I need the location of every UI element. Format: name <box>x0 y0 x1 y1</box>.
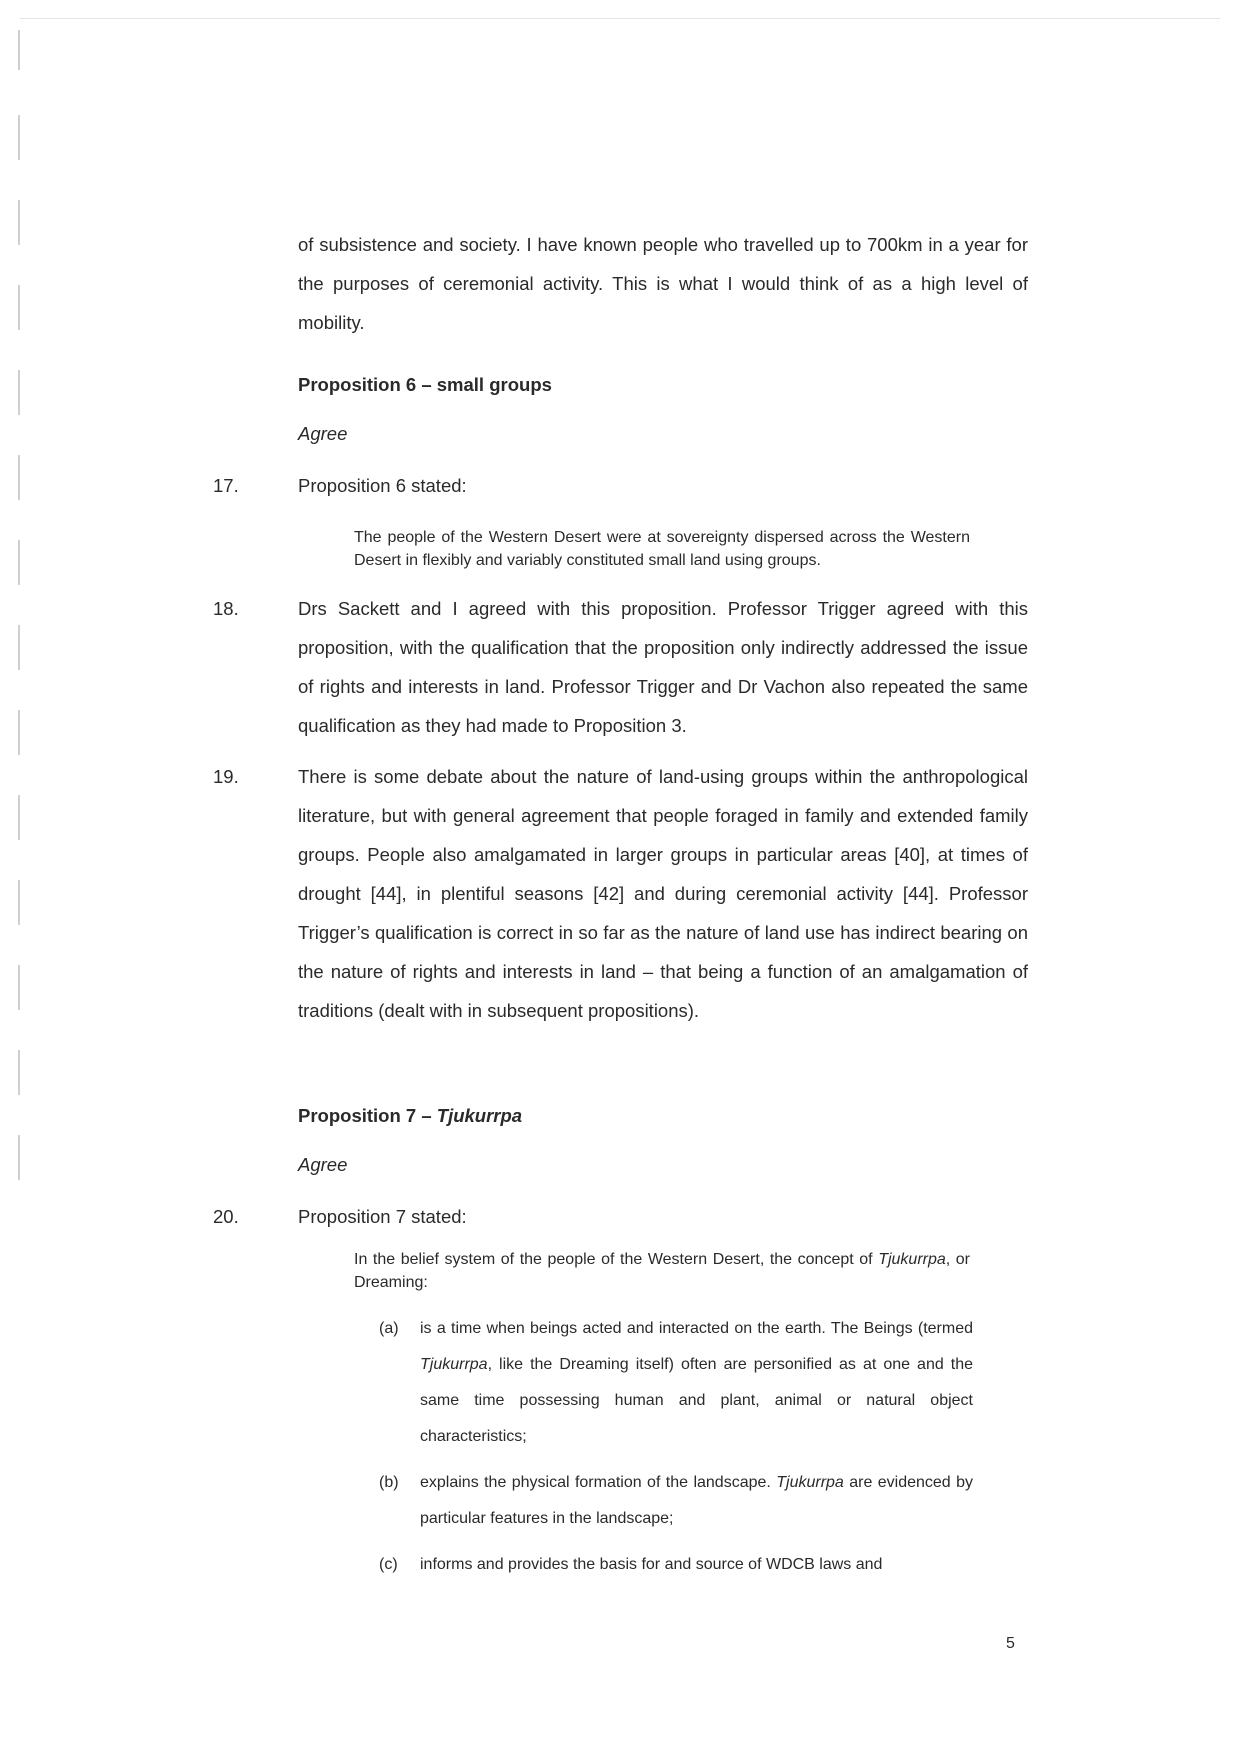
paragraph-19-number: 19. <box>213 766 239 787</box>
sub-item-term: Tjukurrpa <box>776 1474 844 1491</box>
proposition-7-quote <box>354 1248 970 1294</box>
proposition-7-verdict: Agree <box>298 1154 348 1175</box>
sub-item-text: are evidenced by particular features in the landscape; <box>420 1474 973 1527</box>
scan-margin-mark <box>18 965 20 1010</box>
sub-item-label-a: (a) <box>379 1320 399 1337</box>
scan-margin-mark <box>18 30 20 70</box>
proposition-7-heading-prefix: Proposition 7 – <box>298 1105 437 1126</box>
paragraph-20-number: 20. <box>213 1206 239 1227</box>
scan-margin-mark <box>18 1050 20 1095</box>
paragraph-16-continuation: of subsistence and society. I have known people who travelled up to 700km in a year for the purposes of ceremonial activity. This is what I would think of as a high level of mobility. <box>298 234 1028 333</box>
sub-item-text-b <box>420 1465 973 1537</box>
paragraph-20-text: Proposition 7 stated: <box>298 1206 467 1227</box>
scan-margin-mark <box>18 795 20 840</box>
scan-margin-mark <box>18 115 20 160</box>
scan-margin-mark <box>18 880 20 925</box>
quote-text: , or Dreaming: <box>354 1251 971 1291</box>
scan-margin-mark <box>18 540 20 585</box>
paragraph-19-text: There is some debate about the nature of land-using groups within the anthropological literature, but with general agreement that people foraged in family and extended family groups. People also amalgamated in larger groups in particular areas [40], at times of drought [44], in plentiful seasons [42] and during ceremonial activity [44]. Professor Trigger’s qualification is correct in so far as the nature of land use has indirect bearing on the nature of rights and interests in land – that being a function of an amalgamation of traditions (dealt with in subsequent propositions). <box>298 766 1028 1021</box>
page-number: 5 <box>1006 1635 1015 1652</box>
scan-margin-mark <box>18 625 20 670</box>
sub-item-text: explains the physical formation of the landscape. <box>420 1474 777 1491</box>
paragraph-18-number: 18. <box>213 598 239 619</box>
sub-item-text: is a time when beings acted and interacted on the earth. The Beings (termed <box>420 1320 973 1337</box>
proposition-7-heading <box>298 1104 522 1128</box>
proposition-6-quote: The people of the Western Desert were at sovereignty dispersed across the Western Desert in flexibly and variably constituted small land using groups. <box>354 529 970 569</box>
proposition-6-verdict: Agree <box>298 423 348 444</box>
scan-margin-mark <box>18 1135 20 1180</box>
paragraph-18-text: Drs Sackett and I agreed with this proposition. Professor Trigger agreed with this proposition, with the qualification that the proposition only indirectly addressed the issue of rights and interests in land. Professor Trigger and Dr Vachon also repeated the same qualification as they had made to Proposition 3. <box>298 598 1028 736</box>
scan-margin-mark <box>18 370 20 415</box>
paragraph-17-number: 17. <box>213 475 239 496</box>
scan-margin-mark <box>18 455 20 500</box>
scan-margin-mark <box>18 710 20 755</box>
sub-item-label-b: (b) <box>379 1474 399 1491</box>
sub-item-text-c <box>420 1547 973 1583</box>
sub-item-text-a <box>420 1311 973 1455</box>
paragraph-17-text: Proposition 6 stated: <box>298 475 467 496</box>
sub-item-text: informs and provides the basis for and source of WDCB laws and <box>420 1556 883 1573</box>
sub-item-label-c: (c) <box>379 1556 398 1573</box>
sub-item-text: , like the Dreaming itself) often are personified as at one and the same time possessing human and plant, animal or natural object characteristics; <box>420 1356 973 1445</box>
scan-edge <box>20 18 1220 19</box>
proposition-6-heading: Proposition 6 – small groups <box>298 374 552 395</box>
quote-text: In the belief system of the people of the Western Desert, the concept of <box>354 1251 879 1268</box>
scan-margin-mark <box>18 285 20 330</box>
sub-item-term: Tjukurrpa <box>420 1356 488 1373</box>
scan-margin-mark <box>18 200 20 245</box>
proposition-7-heading-term: Tjukurrpa <box>436 1105 523 1126</box>
quote-term: Tjukurrpa <box>878 1251 946 1268</box>
